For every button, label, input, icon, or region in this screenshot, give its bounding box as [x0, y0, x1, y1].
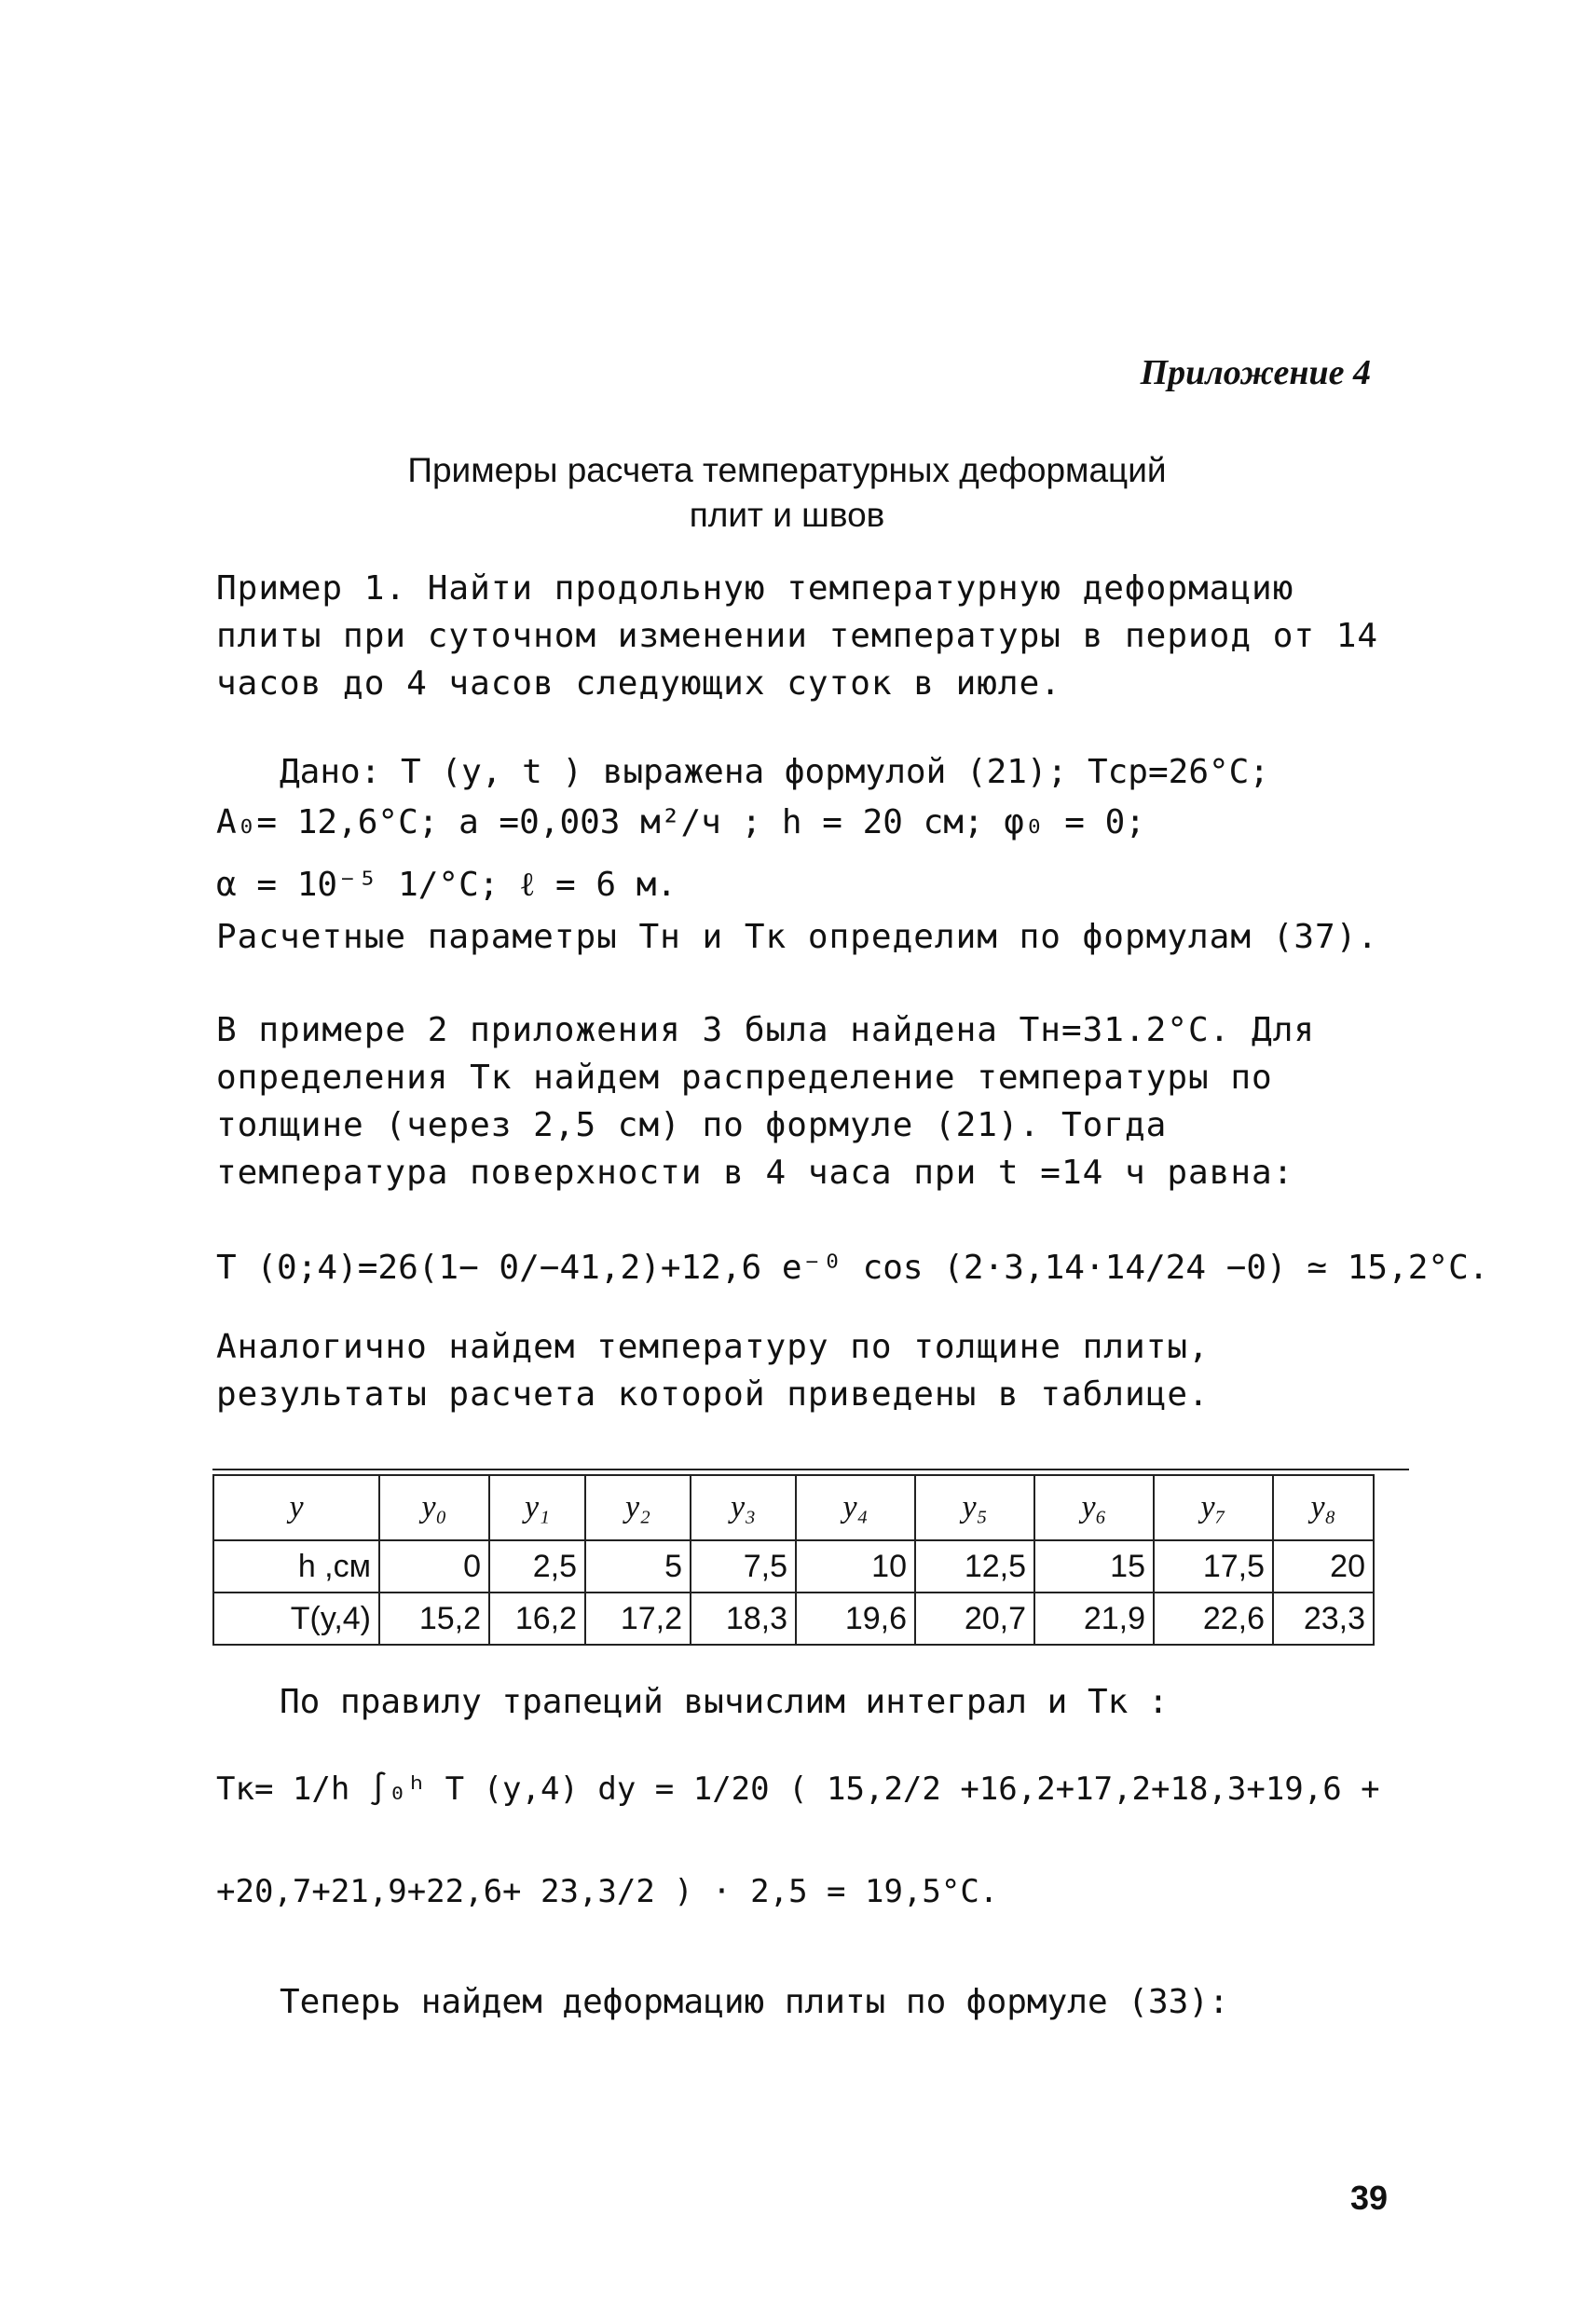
table-cell: 15	[1034, 1540, 1154, 1593]
table-cell: y₄	[796, 1475, 915, 1540]
table-cell: 7,5	[691, 1540, 796, 1593]
calc-params-paragraph: Расчетные параметры Tн и Tк определим по формулам (37).	[216, 918, 1379, 956]
table-cell: y₀	[379, 1475, 489, 1540]
table-row	[213, 1593, 1374, 1645]
table-row	[213, 1540, 1374, 1593]
table-cell: 22,6	[1154, 1593, 1273, 1645]
table-cell: 21,9	[1034, 1593, 1154, 1645]
surface-temperature-formula: T (0;4)=26(1− 0/−41,2)+12,6 e⁻⁰ cos (2·3,14·14/24 −0) ≃ 15,2°C.	[216, 1249, 1489, 1287]
table-cell: 23,3	[1273, 1593, 1374, 1645]
page-number: 39	[1349, 2179, 1388, 2217]
table-header-row	[213, 1475, 1374, 1540]
table-cell: y	[213, 1475, 379, 1540]
table-cell: y₅	[915, 1475, 1034, 1540]
table-cell: 12,5	[915, 1540, 1034, 1593]
table-cell: 17,5	[1154, 1540, 1273, 1593]
given-line-2: A₀= 12,6°C; a =0,003 м²/ч ; h = 20 см; φ₀ = 0;	[216, 803, 1145, 841]
section-heading-line2: плит и швов	[689, 496, 885, 534]
table-cell: y₈	[1273, 1475, 1374, 1540]
table-cell: 19,6	[796, 1593, 915, 1645]
example2-paragraph: В примере 2 приложения 3 была найдена Tн=31.2°C. Для определения Tк найдем распределение температуры по толщине (через 2,5 см) по формуле (21). Тогда температура поверхности в 4 часа при t =14 ч равна:	[216, 1011, 1316, 1192]
table-cell: 18,3	[691, 1593, 796, 1645]
results-table	[212, 1474, 1375, 1646]
table-cell: y₆	[1034, 1475, 1154, 1540]
table-cell: y₃	[691, 1475, 796, 1540]
table-cell: h ,см	[213, 1540, 379, 1593]
table-cell: 20	[1273, 1540, 1374, 1593]
table-top-rule	[212, 1469, 1409, 1470]
example-intro: Пример 1. Найти продольную температурную деформацию плиты при суточном изменении температуры в период от 14 часов до 4 часов следующих суток в июле.	[216, 569, 1379, 703]
section-heading-line1: Примеры расчета температурных деформаций	[407, 451, 1167, 489]
table-cell: 17,2	[585, 1593, 691, 1645]
table-cell: 5	[585, 1540, 691, 1593]
trapezoid-intro: По правилу трапеций вычислим интеграл и Tк :	[280, 1683, 1169, 1721]
table-cell: 16,2	[489, 1593, 585, 1645]
final-line: Теперь найдем деформацию плиты по формуле (33):	[280, 1983, 1229, 2021]
appendix-label: Приложение 4	[1140, 353, 1371, 392]
integral-formula-line2: +20,7+21,9+22,6+ 23,3/2 ) · 2,5 = 19,5°C.	[216, 1873, 999, 1910]
table-cell: 0	[379, 1540, 489, 1593]
table-cell: T(y,4)	[213, 1593, 379, 1645]
table-cell: y₁	[489, 1475, 585, 1540]
similar-paragraph: Аналогично найдем температуру по толщине плиты, результаты расчета которой приведены в таблице.	[216, 1328, 1210, 1414]
table-cell: y₇	[1154, 1475, 1273, 1540]
table-cell: y₂	[585, 1475, 691, 1540]
table-cell: 20,7	[915, 1593, 1034, 1645]
table-cell: 10	[796, 1540, 915, 1593]
integral-formula-line1: Tк= 1/h ∫₀ʰ T (y,4) dy = 1/20 ( 15,2/2 +16,2+17,2+18,3+19,6 +	[216, 1770, 1380, 1808]
table-cell: 2,5	[489, 1540, 585, 1593]
table-cell: 15,2	[379, 1593, 489, 1645]
given-line-1: Дано: T (y, t ) выражена формулой (21); Tср=26°C;	[280, 753, 1270, 791]
given-line-3: α = 10⁻⁵ 1/°C; ℓ = 6 м.	[216, 866, 678, 904]
